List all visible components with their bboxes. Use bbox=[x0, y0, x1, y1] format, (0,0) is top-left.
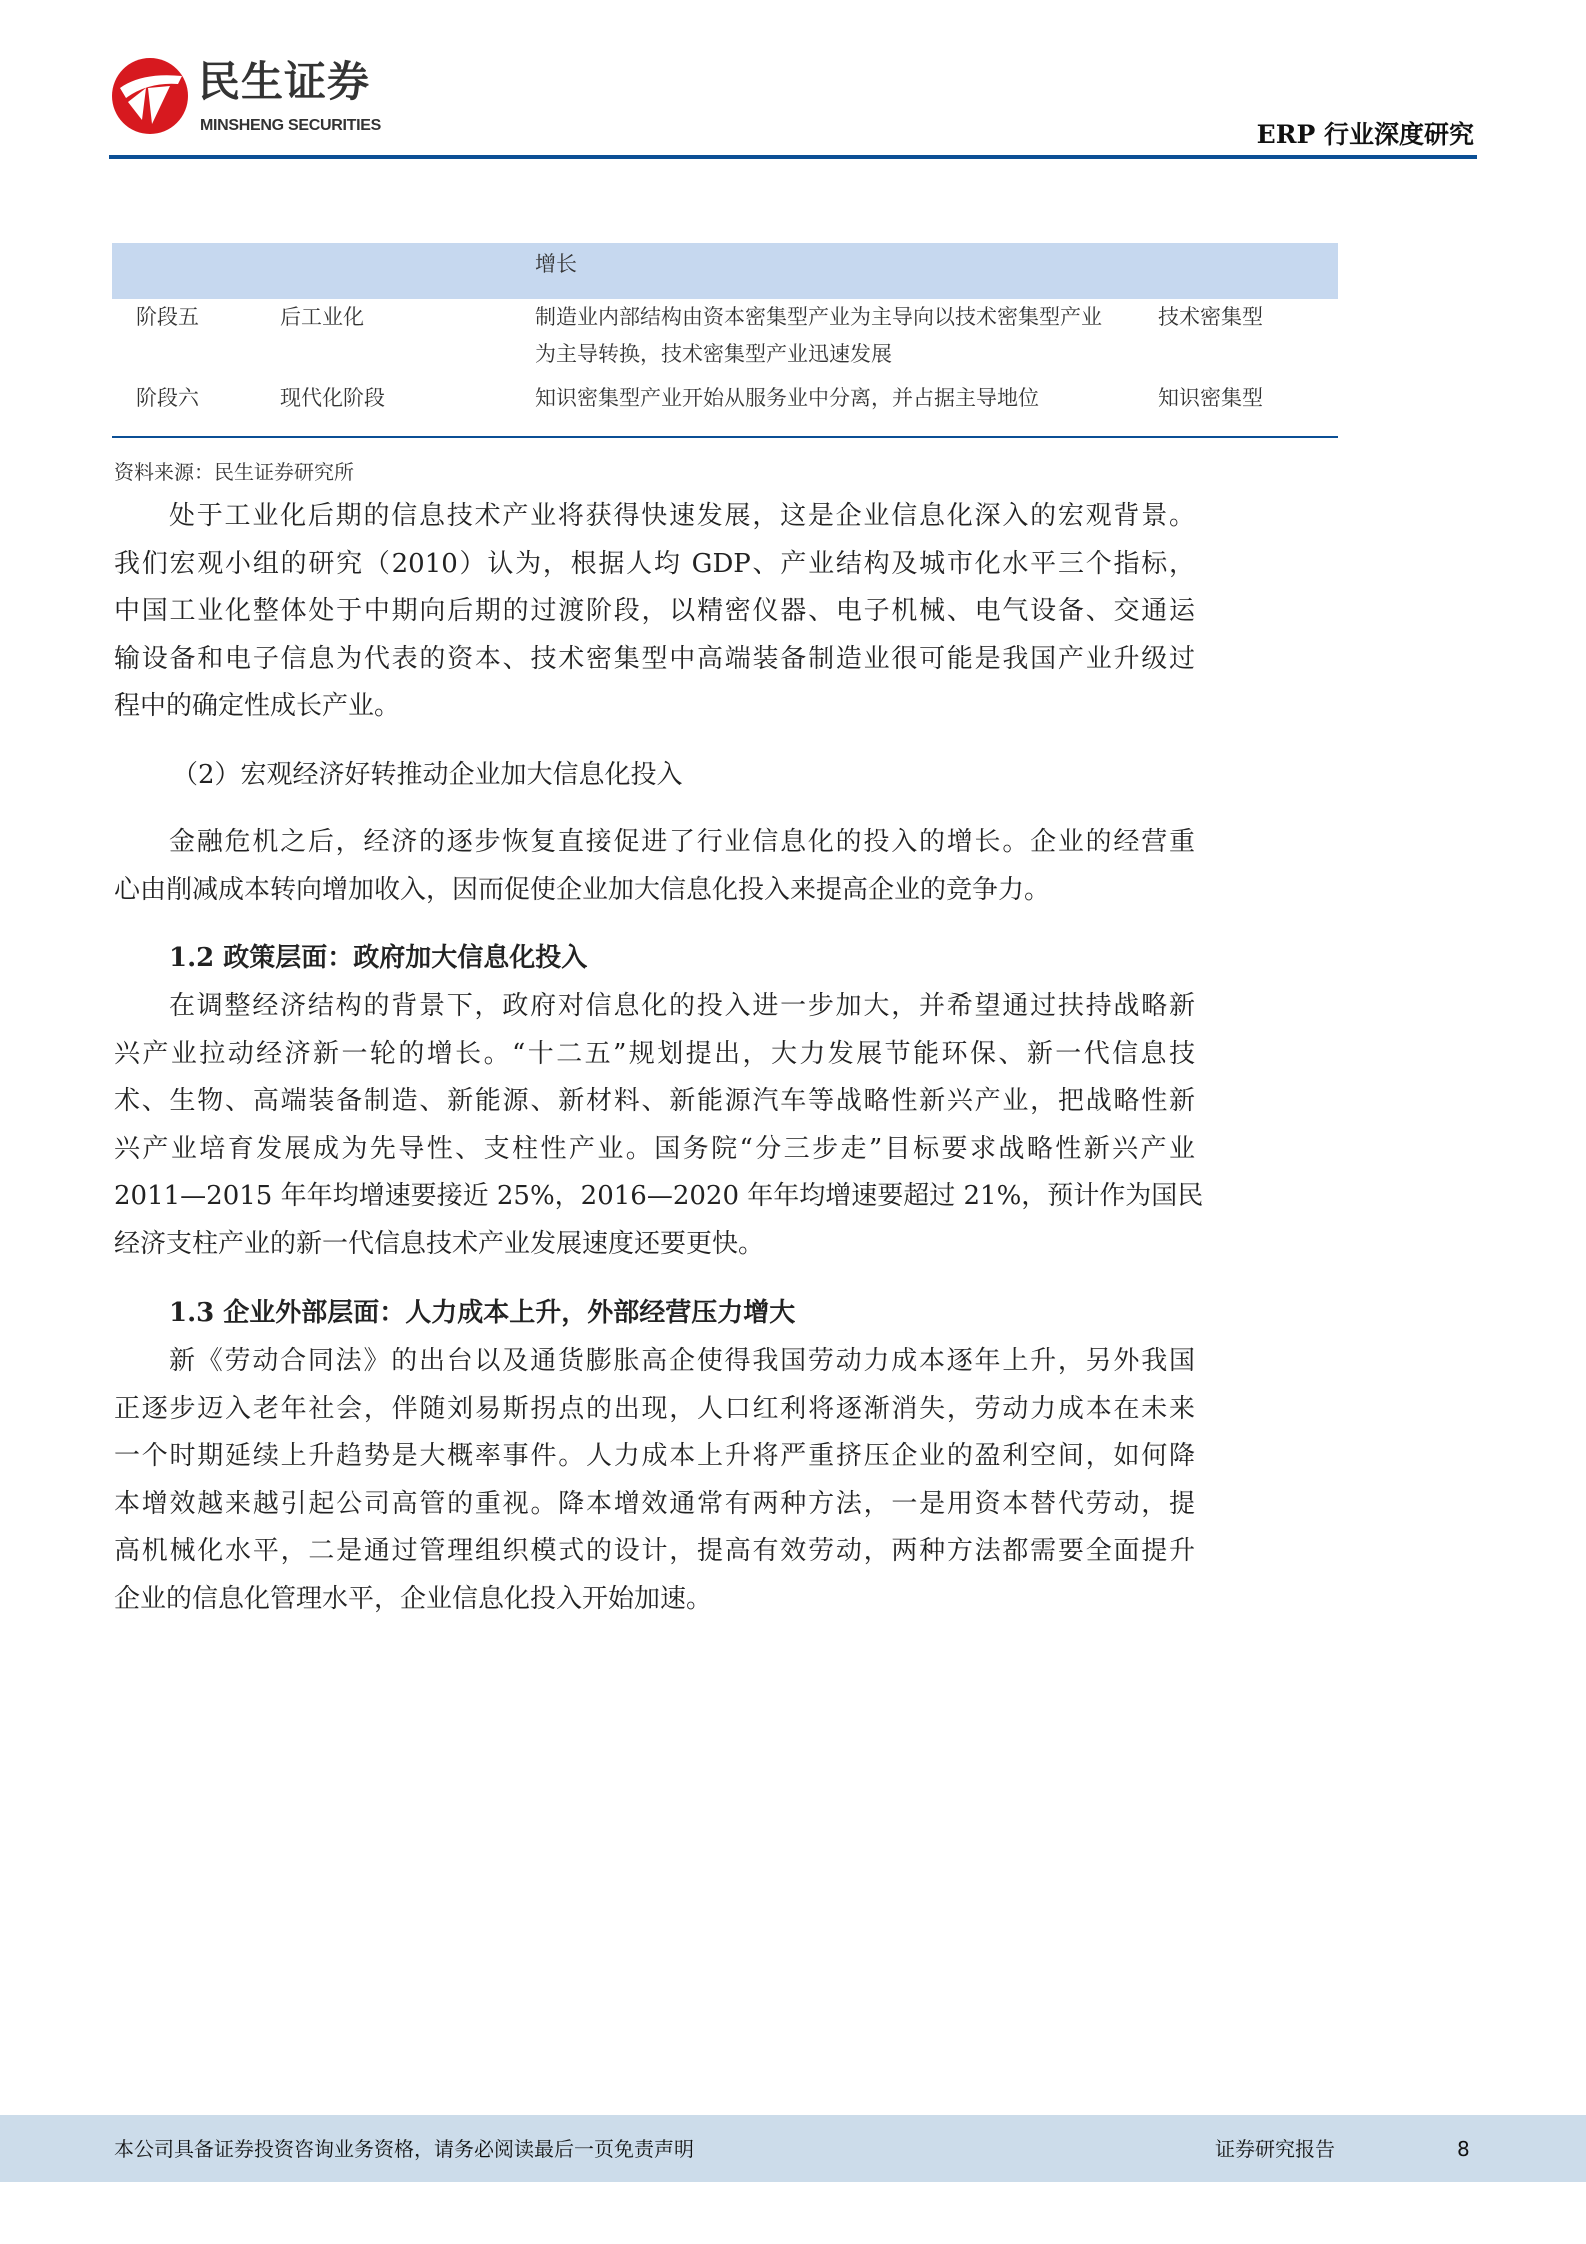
type-cell: 技术密集型 bbox=[1158, 305, 1263, 329]
table-header-cell: 增长 bbox=[535, 252, 577, 276]
table-header-row bbox=[112, 243, 1338, 299]
page-footer bbox=[0, 2115, 1586, 2182]
paragraph-line: 处于工业化后期的信息技术产业将获得快速发展，这是企业信息化深入的宏观背景。 bbox=[169, 501, 1195, 531]
section-heading-1-2: 1.2 政策层面：政府加大信息化投入 bbox=[169, 943, 588, 973]
logo-mark-icon bbox=[112, 58, 188, 134]
paragraph-line: 金融危机之后，经济的逐步恢复直接促进了行业信息化的投入的增长。企业的经营重 bbox=[169, 827, 1195, 857]
paragraph-line: 高机械化水平，二是通过管理组织模式的设计，提高有效劳动，两种方法都需要全面提升 bbox=[114, 1536, 1195, 1566]
paragraph-line: 心由削减成本转向增加收入，因而促使企业加大信息化投入来提高企业的竞争力。 bbox=[114, 874, 1051, 905]
page-number: 8 bbox=[1457, 2137, 1470, 2161]
description-cell-line: 知识密集型产业开始从服务业中分离，并占据主导地位 bbox=[535, 386, 1039, 410]
paragraph-line: 本增效越来越引起公司高管的重视。降本增效通常有两种方法，一是用资本替代劳动，提 bbox=[114, 1488, 1195, 1519]
paragraph-line: 一个时期延续上升趋势是大概率事件。人力成本上升将严重挤压企业的盈利空间，如何降 bbox=[114, 1441, 1195, 1471]
paragraph-line: 我们宏观小组的研究（2010）认为，根据人均 GDP、产业结构及城市化水平三个指标， bbox=[114, 548, 1195, 579]
paragraph-line: 企业的信息化管理水平，企业信息化投入开始加速。 bbox=[114, 1583, 713, 1614]
logo-text-en: MINSHENG SECURITIES bbox=[200, 117, 381, 134]
stage-name-cell: 后工业化 bbox=[280, 305, 364, 329]
stage-name-cell: 现代化阶段 bbox=[280, 386, 385, 410]
paragraph-line: 输设备和电子信息为代表的资本、技术密集型中高端装备制造业很可能是我国产业升级过 bbox=[114, 643, 1195, 674]
paragraph-line: 正逐步迈入老年社会，伴随刘易斯拐点的出现，人口红利将逐渐消失，劳动力成本在未来 bbox=[114, 1393, 1195, 1424]
description-cell-line: 制造业内部结构由资本密集型产业为主导向以技术密集型产业 bbox=[535, 305, 1102, 329]
company-logo bbox=[112, 58, 402, 142]
document-title: ERP 行业深度研究 bbox=[1256, 120, 1474, 149]
paragraph-line: 兴产业拉动经济新一轮的增长。“十二五”规划提出，大力发展节能环保、新一代信息技 bbox=[114, 1038, 1195, 1069]
subsection-heading: （2）宏观经济好转推动企业加大信息化投入 bbox=[172, 760, 683, 790]
header-divider bbox=[109, 155, 1477, 159]
type-cell: 知识密集型 bbox=[1158, 386, 1263, 410]
stage-cell: 阶段五 bbox=[136, 305, 199, 329]
paragraph bbox=[114, 493, 1195, 731]
paragraph-line: 程中的确定性成长产业。 bbox=[114, 691, 401, 721]
paragraph bbox=[114, 1338, 1195, 1623]
industrialization-stage-table bbox=[112, 243, 1338, 438]
logo-text-cn: 民生证券 bbox=[198, 57, 371, 106]
description-cell-line: 为主导转换，技术密集型产业迅速发展 bbox=[535, 342, 892, 366]
paragraph bbox=[114, 819, 1195, 914]
section-heading-1-3: 1.3 企业外部层面：人力成本上升，外部经营压力增大 bbox=[169, 1298, 796, 1328]
paragraph-line: 在调整经济结构的背景下，政府对信息化的投入进一步加大，并希望通过扶持战略新 bbox=[169, 991, 1195, 1021]
paragraph bbox=[114, 983, 1204, 1268]
paragraph-line: 经济支柱产业的新一代信息技术产业发展速度还要更快。 bbox=[114, 1228, 765, 1259]
paragraph-line: 中国工业化整体处于中期向后期的过渡阶段，以精密仪器、电子机械、电气设备、交通运 bbox=[114, 596, 1195, 626]
paragraph-line: 2011—2015 年年均增速要接近 25%，2016—2020 年年均增速要超过 21%，预计作为国民 bbox=[114, 1181, 1204, 1211]
footer-disclaimer: 本公司具备证券投资咨询业务资格，请务必阅读最后一页免责声明 bbox=[114, 2137, 694, 2161]
table-bottom-rule bbox=[112, 436, 1338, 438]
paragraph-line: 新《劳动合同法》的出台以及通货膨胀高企使得我国劳动力成本逐年上升，另外我国 bbox=[169, 1346, 1195, 1376]
paragraph-line: 兴产业培育发展成为先导性、支柱性产业。国务院“分三步走”目标要求战略性新兴产业 bbox=[114, 1133, 1195, 1164]
stage-cell: 阶段六 bbox=[136, 386, 199, 410]
footer-report-type: 证券研究报告 bbox=[1215, 2137, 1335, 2161]
table-source-note: 资料来源：民生证券研究所 bbox=[114, 460, 354, 484]
paragraph-line: 术、生物、高端装备制造、新能源、新材料、新能源汽车等战略性新兴产业，把战略性新 bbox=[114, 1086, 1195, 1116]
